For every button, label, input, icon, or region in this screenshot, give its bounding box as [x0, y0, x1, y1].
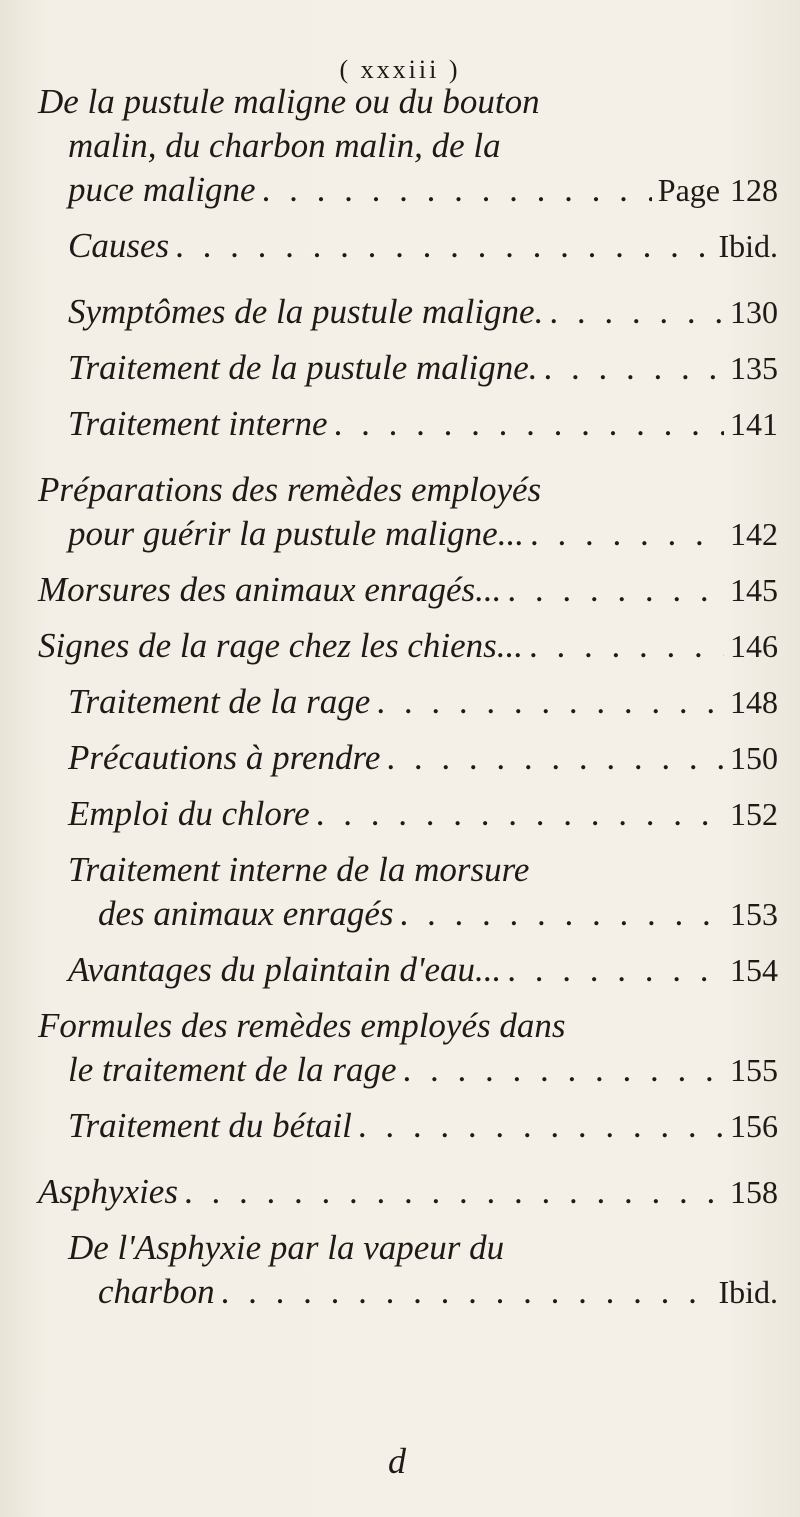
toc-entry-line [38, 1104, 778, 1148]
page-value: 154 [730, 952, 778, 988]
toc-entry-title: Morsures des animaux enragés... [38, 570, 502, 609]
toc-entry-title: Traitement de la pustule maligne. [68, 348, 538, 387]
toc-entry-line [38, 124, 778, 168]
page-value: 153 [730, 896, 778, 932]
toc-entry-line [38, 402, 778, 446]
toc-entry [38, 1226, 778, 1314]
toc-page-number [730, 1104, 778, 1148]
toc-entry-line [38, 168, 778, 212]
toc-entry [38, 1004, 778, 1092]
toc-entry-title: malin, du charbon malin, de la [68, 126, 501, 165]
toc-entry-line [38, 1226, 778, 1270]
toc-entry-title: Signes de la rage chez les chiens... [38, 626, 524, 665]
dot-leader [544, 346, 724, 390]
toc-entry-line [38, 1270, 778, 1314]
page-value: 135 [730, 350, 778, 386]
page-value: 128 [730, 172, 778, 208]
page-value: 152 [730, 796, 778, 832]
toc-entry-line [38, 892, 778, 936]
toc-entry-line [38, 948, 778, 992]
toc-page-number [730, 624, 778, 668]
toc-entry-title: Causes [68, 226, 170, 265]
toc-entry-title: De l'Asphyxie par la vapeur du [68, 1228, 505, 1267]
toc-page-number [730, 512, 778, 556]
table-of-contents [38, 80, 778, 1326]
dot-leader [221, 1270, 713, 1314]
toc-entry [38, 402, 778, 446]
toc-entry [38, 346, 778, 390]
page-value: 145 [730, 572, 778, 608]
dot-leader [316, 792, 724, 836]
toc-entry-line [38, 1004, 778, 1048]
toc-entry-title: Préparations des remèdes employés [38, 470, 542, 509]
toc-page-number [730, 346, 778, 390]
toc-page-number [718, 224, 778, 268]
toc-entry-line [38, 224, 778, 268]
page-value: Ibid. [718, 1274, 778, 1310]
toc-entry-line [38, 568, 778, 612]
toc-entry-title: De la pustule maligne ou du bouton [38, 82, 540, 121]
dot-leader [376, 680, 724, 724]
dot-leader [507, 948, 724, 992]
page-value: 130 [730, 294, 778, 330]
toc-entry-line [38, 1170, 778, 1214]
toc-entry-line [38, 848, 778, 892]
toc-entry [38, 80, 778, 212]
dot-leader [530, 512, 724, 556]
page-value: 142 [730, 516, 778, 552]
toc-entry-line [38, 512, 778, 556]
toc-entry-line [38, 468, 778, 512]
toc-entry-title: Avantages du plaintain d'eau... [68, 950, 502, 989]
dot-leader [549, 290, 724, 334]
toc-entry-title: Précautions à prendre [68, 738, 381, 777]
toc-entry-line [38, 792, 778, 836]
toc-page-number [730, 1048, 778, 1092]
dot-leader [403, 1048, 724, 1092]
toc-page-number [730, 736, 778, 780]
page-value: 158 [730, 1174, 778, 1210]
toc-entry-line [38, 680, 778, 724]
dot-leader [334, 402, 724, 446]
toc-entry-line [38, 346, 778, 390]
toc-entry-title: Traitement interne de la morsure [68, 850, 530, 889]
dot-leader [400, 892, 724, 936]
toc-entry [38, 468, 778, 556]
toc-entry [38, 792, 778, 836]
toc-entry [38, 290, 778, 334]
signature-mark: d [388, 1441, 406, 1481]
toc-page-number [730, 892, 778, 936]
page-value: 148 [730, 684, 778, 720]
dot-leader [262, 168, 652, 212]
toc-entry-title: Traitement interne [68, 404, 328, 443]
page-value: Ibid. [718, 228, 778, 264]
toc-page-number [730, 1170, 778, 1214]
toc-entry-title: Traitement de la rage [68, 682, 371, 721]
toc-entry [38, 948, 778, 992]
toc-entry-line [38, 290, 778, 334]
toc-entry-title: Formules des remèdes employés dans [38, 1006, 566, 1045]
toc-entry-line [38, 80, 778, 124]
toc-page-number [730, 680, 778, 724]
toc-entry [38, 848, 778, 936]
toc-entry-title: Traitement du bétail [68, 1106, 352, 1145]
toc-entry-title: Asphyxies [38, 1172, 178, 1211]
page-value: 150 [730, 740, 778, 776]
toc-page-number [718, 1270, 778, 1314]
toc-entry [38, 624, 778, 668]
toc-entry [38, 680, 778, 724]
dot-leader [529, 624, 724, 668]
toc-page-number [730, 948, 778, 992]
toc-entry-title: puce maligne [68, 170, 256, 209]
toc-entry-line [38, 624, 778, 668]
toc-entry-title: pour guérir la pustule maligne... [68, 514, 524, 553]
page-value: 141 [730, 406, 778, 442]
page-value: 146 [730, 628, 778, 664]
page-label: Page [657, 172, 720, 208]
dot-leader [507, 568, 724, 612]
toc-entry-line [38, 1048, 778, 1092]
toc-page-number [730, 290, 778, 334]
toc-entry-title: charbon [98, 1272, 215, 1311]
toc-page-number [658, 168, 778, 212]
toc-entry [38, 736, 778, 780]
toc-entry [38, 224, 778, 268]
toc-page-number [730, 402, 778, 446]
toc-entry-title: des animaux enragés [98, 894, 394, 933]
dot-leader [175, 224, 712, 268]
toc-entry-line [38, 736, 778, 780]
toc-entry-title: le traitement de la rage [68, 1050, 397, 1089]
toc-entry [38, 1170, 778, 1214]
dot-leader [386, 736, 724, 780]
page-value: 156 [730, 1108, 778, 1144]
toc-entry [38, 568, 778, 612]
toc-page-number [730, 568, 778, 612]
toc-entry-title: Emploi du chlore [68, 794, 310, 833]
dot-leader [184, 1170, 724, 1214]
page-value: 155 [730, 1052, 778, 1088]
dot-leader [358, 1104, 724, 1148]
toc-page-number [730, 792, 778, 836]
toc-entry-title: Symptômes de la pustule maligne. [68, 292, 544, 331]
page-header-number: ( xxxiii ) [339, 55, 461, 84]
toc-entry [38, 1104, 778, 1148]
